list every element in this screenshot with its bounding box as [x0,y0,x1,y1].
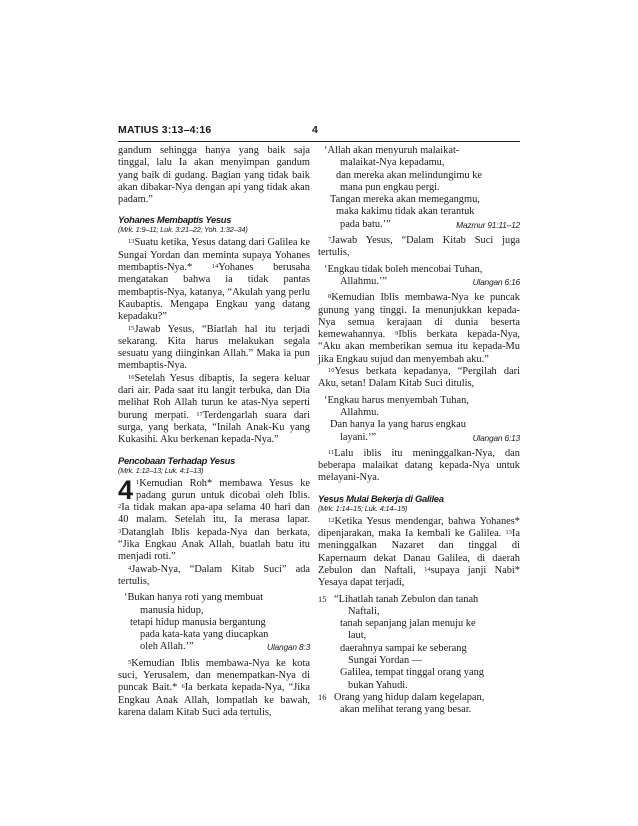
chapter-4-opening [118,474,310,564]
quote-line: manusia hidup, [140,604,204,616]
verse-text: Terdengarlah suara dari surga, yang berkata, “Inilah Anak-Ku yang Kukasihi. Aku berkenan kepada-Nya.” [118,409,310,446]
verse-3-16 [118,373,310,447]
quote-source: Ulangan 6:16 [472,276,520,287]
quote-line: Allahmu. [340,406,379,418]
verse-text: Suatu ketika, Yesus datang dari Galilea ke Sungai Yordan dan meminta supaya Yohanes membaptis-Nya.* [118,237,310,274]
verse-number: 3 [118,527,122,535]
quote-source: Ulangan 6:13 [472,432,520,443]
verse-number: 14 [424,565,431,573]
quote-line: Galilea, tempat tinggal orang yang [340,667,484,679]
verse-4-4 [118,564,310,589]
right-column [318,145,520,720]
verse-number: 11 [328,448,335,456]
quote-line: pada kata-kata yang diucapkan [140,629,269,641]
quote-line: Tangan mereka akan memegangmu, [330,194,480,206]
chapter-number: 4 [118,474,134,505]
verse-text: Jawab-Nya, “Dalam Kitab Suci” ada tertulis, [118,563,310,587]
verse-number: 16 [128,373,135,381]
quote-line [118,641,310,653]
quote-source: Mazmur 91:11–12 [456,219,520,230]
quote-line-text: “Lihatlah tanah Zebulon dan tanah [334,593,479,605]
quote-source: Ulangan 8:3 [267,642,310,653]
quote-line [318,432,520,444]
quote-line: ‘Engkau harus menyembah Tuhan, [324,394,469,406]
verse-text: Ketika Yesus mendengar, bahwa Yohanes* dipenjarakan, maka Ia kembali ke Galilea. [318,515,520,540]
section-crossref-baptism: (Mrk. 1:9–11; Luk. 3:21–22; Yoh. 1:32–34) [118,225,248,235]
quotation-deut-6-16 [318,264,520,289]
quotation-isaiah [318,594,520,717]
quote-line: daerahnya sampai ke seberang [340,642,467,654]
quote-line: dan mereka akan melindungimu ke [336,169,482,181]
quote-line-text: Allahmu.’” [340,275,388,287]
verse-number: 9 [395,330,399,338]
verse-4-8 [318,292,520,366]
quote-line-text: oleh Allah.’” [140,641,194,653]
verse-number: 1 [136,478,140,486]
verse-number: 15 [318,594,327,604]
quote-line: ‘Bukan hanya roti yang membuat [124,592,264,604]
quote-line-text: layani.’” [340,431,377,443]
quote-line: bukan Yahudi. [348,679,408,691]
verse-3-13 [118,237,310,323]
header-rule [118,141,520,142]
verse-number: 5 [128,658,132,666]
verse-text: Lalu iblis itu meninggalkan-Nya, dan beberapa malaikat datang kepada-Nya untuk melayani-Nya. [318,447,520,484]
verse-number: 2 [118,503,122,511]
quote-line: ‘Engkau tidak boleh mencobai Tuhan, [324,263,483,275]
verse-number: 15 [128,324,135,332]
quote-line: malaikat-Nya kepadamu, [340,157,445,169]
quote-line: laut, [348,630,367,642]
verse-number: 16 [318,692,327,702]
quote-line [318,594,520,606]
verse-number: 6 [181,683,185,691]
verse-text: Yohanes berusaha mengatakan bahwa ia tidak pantas membaptis-Nya, katanya, “Akulah yang perlu Kaubaptis. Mengapa Engkau yang datang kepadaku?” [118,262,310,323]
page-number: 4 [312,124,318,136]
running-header [118,124,520,140]
verse-text: Ia tidak makan apa-apa selama 40 hari dan 40 malam. Setelah itu, Ia merasa lapar. [118,502,310,526]
verse-number: 8 [328,293,332,301]
verse-text: Kemudian Iblis membawa-Nya ke kota suci, Yerusalem, dan menempatkan-Nya di puncak Bait.* [118,657,310,694]
verse-text: Ia berkata kepada-Nya, “Jika Engkau Anak Allah, lompatlah ke bawah, karena dalam Kitab Suci ada tertulis, [118,682,310,718]
section-crossref-temptation: (Mrk. 1:12–13; Luk. 4:1–13) [118,465,204,475]
verse-4-7 [318,235,520,260]
verse-text: Yesus berkata kepadanya, “Pergilah dari Aku, setan! Dalam Kitab Suci ditulis, [318,366,520,390]
quote-line: mana pun engkau pergi. [340,181,440,193]
verse-number: 13 [128,238,135,246]
verse-number: 4 [128,564,132,572]
quotation-deut-8-3 [118,592,310,653]
quote-line [318,692,520,704]
section-crossref-galilee: (Mrk. 1:14–15; Luk. 4:14–15) [318,503,408,513]
verse-text: supaya janji Nabi* Yesaya dapat terjadi, [318,564,520,589]
verse-text: Iblis berkata kepada-Nya, “Aku akan memberikan semua itu kepada-Mu jika Engkau sujud dan menyembah aku.” [318,329,520,365]
quote-line [318,276,520,288]
quote-line: ‘Allah akan menyuruh malaikat- [324,145,460,156]
verse-4-11 [318,448,520,485]
verse-3-15 [118,324,310,373]
verse-text: Jawab Yesus, “Dalam Kitab Suci juga tertulis, [318,235,520,259]
quote-line: maka kakimu tidak akan terantuk [336,206,475,218]
left-column [118,145,310,719]
quote-line: Sungai Yordan — [348,654,423,666]
quote-line: Naftali, [348,605,380,617]
verse-number: 13 [505,529,512,537]
verse-number: 7 [328,236,332,244]
quote-line-text: pada batu.’” [340,218,391,230]
verse-4-10 [318,366,520,391]
quote-line: Dan hanya Ia yang harus engkau [330,419,466,431]
verse-text: Ia meninggalkan Nazaret dan tinggal di Kapernaum dekat Danau Galilea, di daerah Zebulon dan Naftali, [318,528,520,576]
header-reference: MATIUS 3:13–4:16 [118,124,212,136]
section-heading-baptism: Yohanes Membaptis Yesus [118,214,232,226]
continued-paragraph: gandum sehingga hanya yang baik saja tinggal, lalu Ia akan menyimpan gandum yang baik di gudang. Bagian yang tidak baik akan dibakar-Nya dengan api yang tidak akan padam.” [118,145,310,206]
quote-line-text: Orang yang hidup dalam kegelapan, [334,691,485,703]
quote-line: tanah sepanjang jalan menuju ke [340,618,476,630]
verse-4-12 [318,516,520,590]
verse-number: 14 [211,263,219,271]
verse-number: 12 [328,516,335,524]
verse-4-5 [118,658,310,719]
quote-line: tetapi hidup manusia bergantung [130,616,266,628]
quote-line: akan melihat terang yang besar. [340,704,472,716]
section-heading-galilee: Yesus Mulai Bekerja di Galilea [318,492,444,504]
quotation-psalm-91 [318,145,520,231]
quotation-deut-6-13 [318,395,520,444]
verse-text: Datanglah Iblis kepada-Nya dan berkata, “Jika Engkau Anak Allah, buatlah batu itu menjadi roti.” [118,526,310,563]
verse-text: Setelah Yesus dibaptis, Ia segera keluar dari air. Pada saat itu langit terbuka, dan Dia melihat Roh Allah turun ke atas-Nya seperti burung merpati. [118,372,310,421]
verse-text: Kemudian Iblis membawa-Nya ke puncak gunung yang tinggi. Ia menunjukkan kepada-Nya semua kerajaan di dunia beserta kemewahannya. [318,292,520,341]
verse-number: 17 [196,410,203,418]
quote-line [318,219,520,231]
verse-text: Kemudian Roh* membawa Yesus ke padang gurun untuk dicobai oleh Iblis. [136,477,310,501]
verse-text: Jawab Yesus, “Biarlah hal itu terjadi sekarang. Kita harus melakukan segala sesuatu yang diinginkan Allah.” Maka ia pun membaptis-Nya. [118,323,310,372]
verse-number: 10 [328,367,335,375]
section-heading-temptation: Pencobaan Terhadap Yesus [118,454,235,466]
